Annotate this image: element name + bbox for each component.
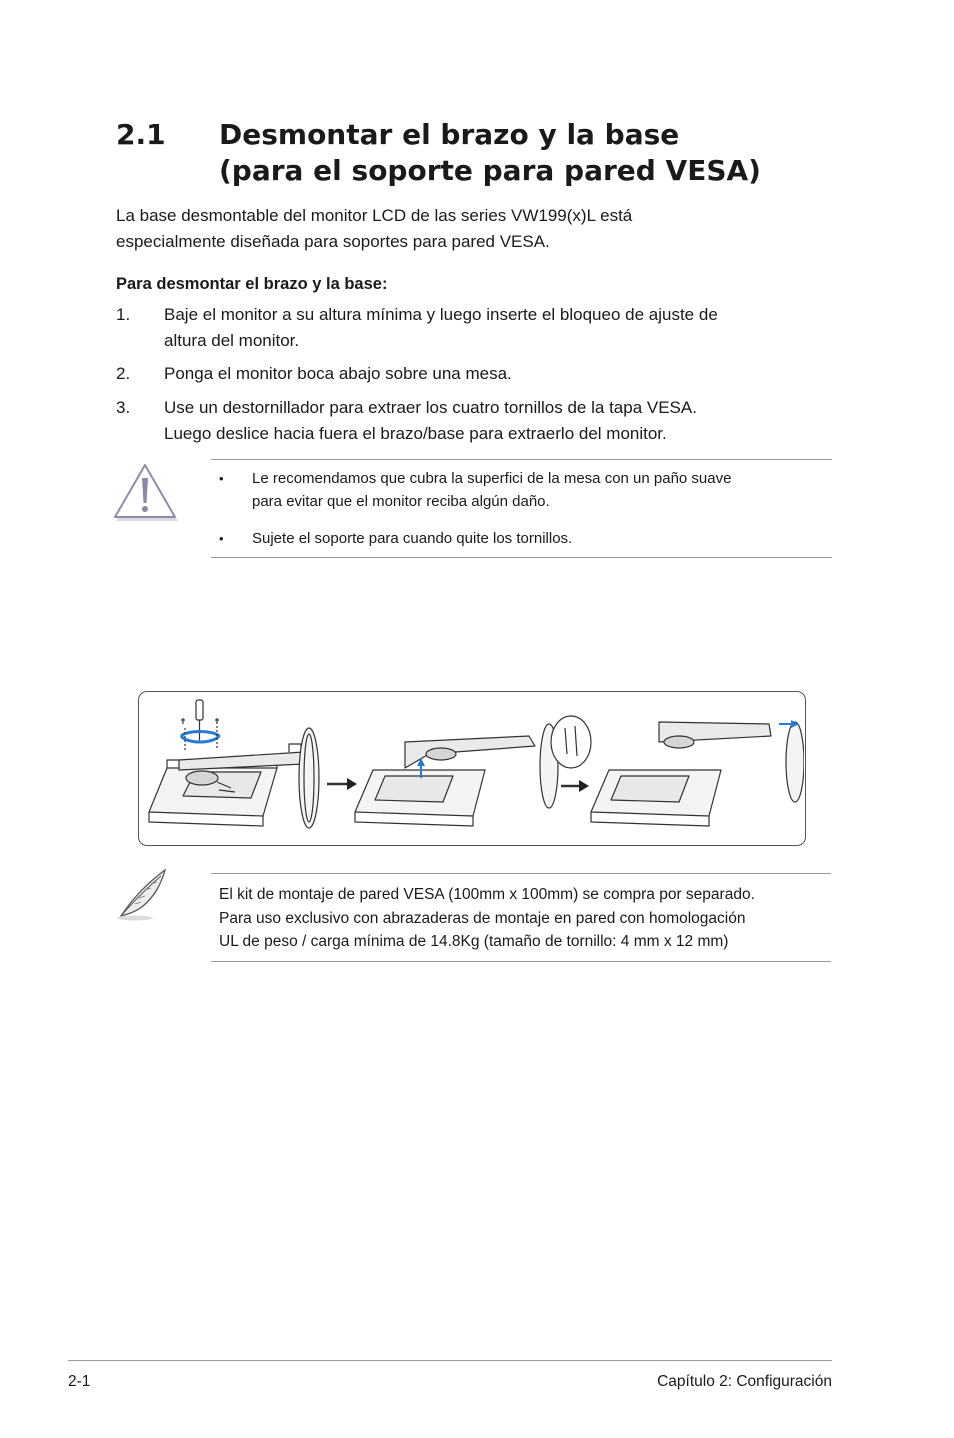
disassembly-illustration bbox=[138, 691, 806, 846]
monitor-back-icon bbox=[149, 760, 277, 826]
warning-triangle-icon bbox=[112, 462, 178, 522]
step-line: Luego deslice hacia fuera el brazo/base para extraerlo del monitor. bbox=[164, 424, 667, 443]
bullet-marker: • bbox=[219, 531, 224, 546]
intro-line: especialmente diseñada para soportes para pared VESA. bbox=[116, 232, 550, 251]
arrow-right-icon bbox=[561, 780, 589, 792]
chapter-title: Capítulo 2: Configuración bbox=[657, 1373, 832, 1390]
bullet-line: Sujete el soporte para cuando quite los tornillos. bbox=[252, 530, 573, 547]
bullet-text bbox=[252, 467, 731, 513]
step-line: Ponga el monitor boca abajo sobre una mesa. bbox=[164, 364, 512, 383]
step-number: 1. bbox=[116, 305, 131, 324]
note-divider-top bbox=[211, 873, 831, 874]
section-title-line2: (para el soporte para pared VESA) bbox=[219, 154, 761, 187]
section-title-line1: Desmontar el brazo y la base bbox=[219, 118, 680, 151]
caution-divider-bottom bbox=[211, 557, 832, 558]
footer-divider bbox=[68, 1360, 832, 1361]
arrow-right-icon bbox=[327, 778, 357, 790]
section-number: 2.1 bbox=[116, 118, 166, 151]
page-number: 2-1 bbox=[68, 1373, 91, 1390]
screwdriver-icon bbox=[181, 700, 219, 752]
step-text bbox=[164, 361, 512, 387]
note-text bbox=[219, 883, 839, 954]
step-number: 2. bbox=[116, 364, 131, 383]
intro-line: La base desmontable del monitor LCD de las series VW199(x)L está bbox=[116, 206, 633, 225]
monitor-back-icon bbox=[591, 770, 721, 826]
intro-paragraph bbox=[116, 203, 816, 255]
note-line: Para uso exclusivo con abrazaderas de montaje en pared con homologación bbox=[219, 909, 746, 927]
bullet-line: para evitar que el monitor reciba algún daño. bbox=[252, 493, 550, 510]
note-line: El kit de montaje de pared VESA (100mm x 100mm) se compra por separado. bbox=[219, 886, 755, 903]
step-text bbox=[164, 395, 697, 447]
step-line: altura del monitor. bbox=[164, 331, 300, 350]
note-line: UL de peso / carga mínima de 14.8Kg (tamaño de tornillo: 4 mm x 12 mm) bbox=[219, 933, 729, 950]
bullet-text bbox=[252, 527, 572, 550]
monitor-back-icon bbox=[355, 716, 591, 826]
step-text bbox=[164, 302, 718, 354]
step-number: 3. bbox=[116, 398, 131, 417]
step-line: Use un destornillador para extraer los cuatro tornillos de la tapa VESA. bbox=[164, 398, 697, 417]
procedure-heading: Para desmontar el brazo y la base: bbox=[116, 275, 388, 293]
bullet-line: Le recomendamos que cubra la superfici de la mesa con un paño suave bbox=[252, 470, 732, 487]
caution-divider-top bbox=[211, 459, 832, 460]
note-divider-bottom bbox=[211, 961, 831, 962]
feather-quill-icon bbox=[113, 866, 171, 922]
step-line: Baje el monitor a su altura mínima y luego inserte el bloqueo de ajuste de bbox=[164, 305, 718, 324]
bullet-marker: • bbox=[219, 471, 224, 486]
